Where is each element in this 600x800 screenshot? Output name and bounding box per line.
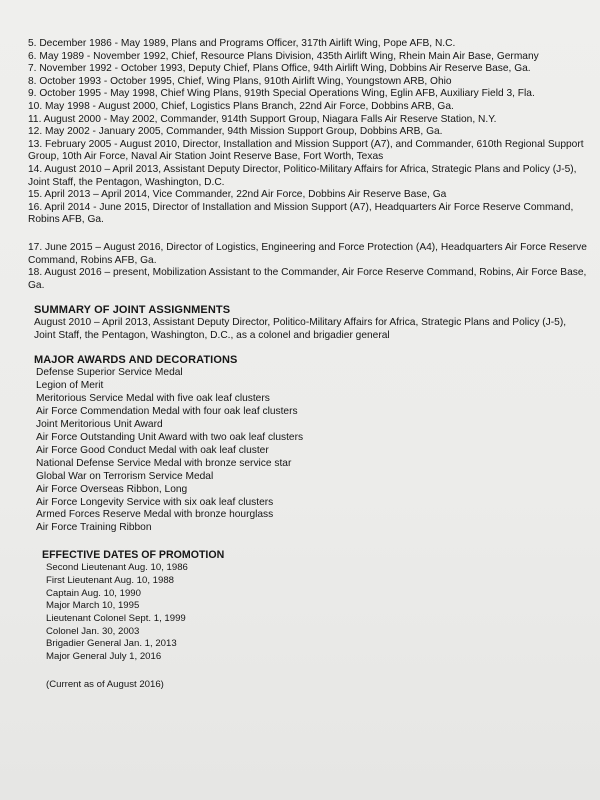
assignment-item: 14. August 2010 – April 2013, Assistant Deputy Director, Politico-Military Affairs for Africa, Strategic Plans and Policy (J-5), Joint Staff, the Pentagon, Washington, D.C. — [28, 163, 577, 188]
assignment-item: 16. April 2014 - June 2015, Director of Installation and Mission Support (A7), Headquarters Air Force Reserve Command, Robins AFB, Ga. — [28, 201, 574, 226]
assignment-item: 7. November 1992 - October 1993, Deputy Chief, Plans Office, 94th Airlift Wing, Dobbins Air Reserve Base, Ga. — [28, 63, 531, 75]
award-item: Air Force Outstanding Unit Award with two oak leaf clusters — [36, 432, 304, 443]
current-as-of-note: (Current as of August 2016) — [46, 678, 164, 690]
awards-list — [36, 367, 600, 535]
assignment-item: 9. October 1995 - May 1998, Chief Wing Plans, 919th Special Operations Wing, Eglin AFB, Auxiliary Field 3, Fla. — [28, 88, 535, 100]
promotion-item: First Lieutenant Aug. 10, 1988 — [46, 574, 175, 586]
promotion-item: Second Lieutenant Aug. 10, 1986 — [46, 562, 188, 574]
award-item: Legion of Merit — [36, 380, 104, 392]
award-item: Air Force Training Ribbon — [36, 522, 152, 534]
awards-heading: MAJOR AWARDS AND DECORATIONS — [34, 354, 238, 367]
assignment-item: 11. August 2000 - May 2002, Commander, 914th Support Group, Niagara Falls Air Reserve Station, N.Y. — [28, 113, 497, 125]
award-item: Air Force Commendation Medal with four oak leaf clusters — [36, 406, 298, 418]
award-item: Air Force Longevity Service with six oak leaf clusters — [36, 496, 274, 508]
promotion-item: Major General July 1, 2016 — [46, 651, 162, 663]
award-item: National Defense Service Medal with bronze service star — [36, 457, 292, 469]
assignment-item: 17. June 2015 – August 2016, Director of Logistics, Engineering and Force Protection (A4), Headquarters Air Force Reserve Command, Robins AFB, Ga. — [28, 241, 587, 266]
assignment-item: 13. February 2005 - August 2010, Director, Installation and Mission Support (A7), and Commander, 610th Regional Support Group, 10th Air Force, Naval Air Station Joint Reserve Base, Fort Worth, Texas — [28, 138, 584, 163]
award-item: Global War on Terrorism Service Medal — [36, 470, 214, 482]
promotion-item: Captain Aug. 10, 1990 — [46, 587, 141, 599]
promotions-heading: EFFECTIVE DATES OF PROMOTION — [42, 549, 225, 562]
assignment-list — [28, 38, 588, 292]
assignment-item: 18. August 2016 – present, Mobilization Assistant to the Commander, Air Force Reserve Command, Robins, Air Force Base, Ga. — [28, 267, 587, 291]
award-item: Joint Meritorious Unit Award — [36, 419, 163, 431]
promotion-item: Lieutenant Colonel Sept. 1, 1999 — [46, 613, 186, 625]
assignment-item: 12. May 2002 - January 2005, Commander, 94th Mission Support Group, Dobbins ARB, Ga. — [28, 126, 443, 138]
award-item: Air Force Overseas Ribbon, Long — [36, 483, 188, 495]
promotion-item: Major March 10, 1995 — [46, 600, 140, 612]
promotions-list — [46, 562, 600, 664]
award-item: Meritorious Service Medal with five oak leaf clusters — [36, 393, 270, 405]
promotion-item: Brigadier General Jan. 1, 2013 — [46, 638, 177, 650]
promotion-item: Colonel Jan. 30, 2003 — [46, 625, 140, 637]
assignment-item: 5. December 1986 - May 1989, Plans and Programs Officer, 317th Airlift Wing, Pope AFB, N.C. — [28, 38, 456, 49]
assignment-item: 15. April 2013 – April 2014, Vice Commander, 22nd Air Force, Dobbins Air Reserve Base, Ga — [28, 189, 447, 201]
award-item: Air Force Good Conduct Medal with oak leaf cluster — [36, 444, 269, 456]
award-item: Defense Superior Service Medal — [36, 367, 183, 379]
award-item: Armed Forces Reserve Medal with bronze hourglass — [36, 509, 274, 521]
joint-assignments-text: August 2010 – April 2013, Assistant Deputy Director, Politico-Military Affairs for Africa, Strategic Plans and Policy (J-5), Joint Staff, the Pentagon, Washington, D.C., as a colonel and brigadier general — [34, 317, 567, 341]
assignment-item: 6. May 1989 - November 1992, Chief, Resource Plans Division, 435th Airlift Wing, Rhein Main Air Base, Germany — [28, 50, 539, 62]
assignment-item: 8. October 1993 - October 1995, Chief, Wing Plans, 910th Airlift Wing, Youngstown ARB, Ohio — [28, 75, 452, 87]
assignment-item: 10. May 1998 - August 2000, Chief, Logistics Plans Branch, 22nd Air Force, Dobbins ARB, Ga. — [28, 100, 454, 112]
joint-assignments-heading: SUMMARY OF JOINT ASSIGNMENTS — [34, 304, 231, 317]
